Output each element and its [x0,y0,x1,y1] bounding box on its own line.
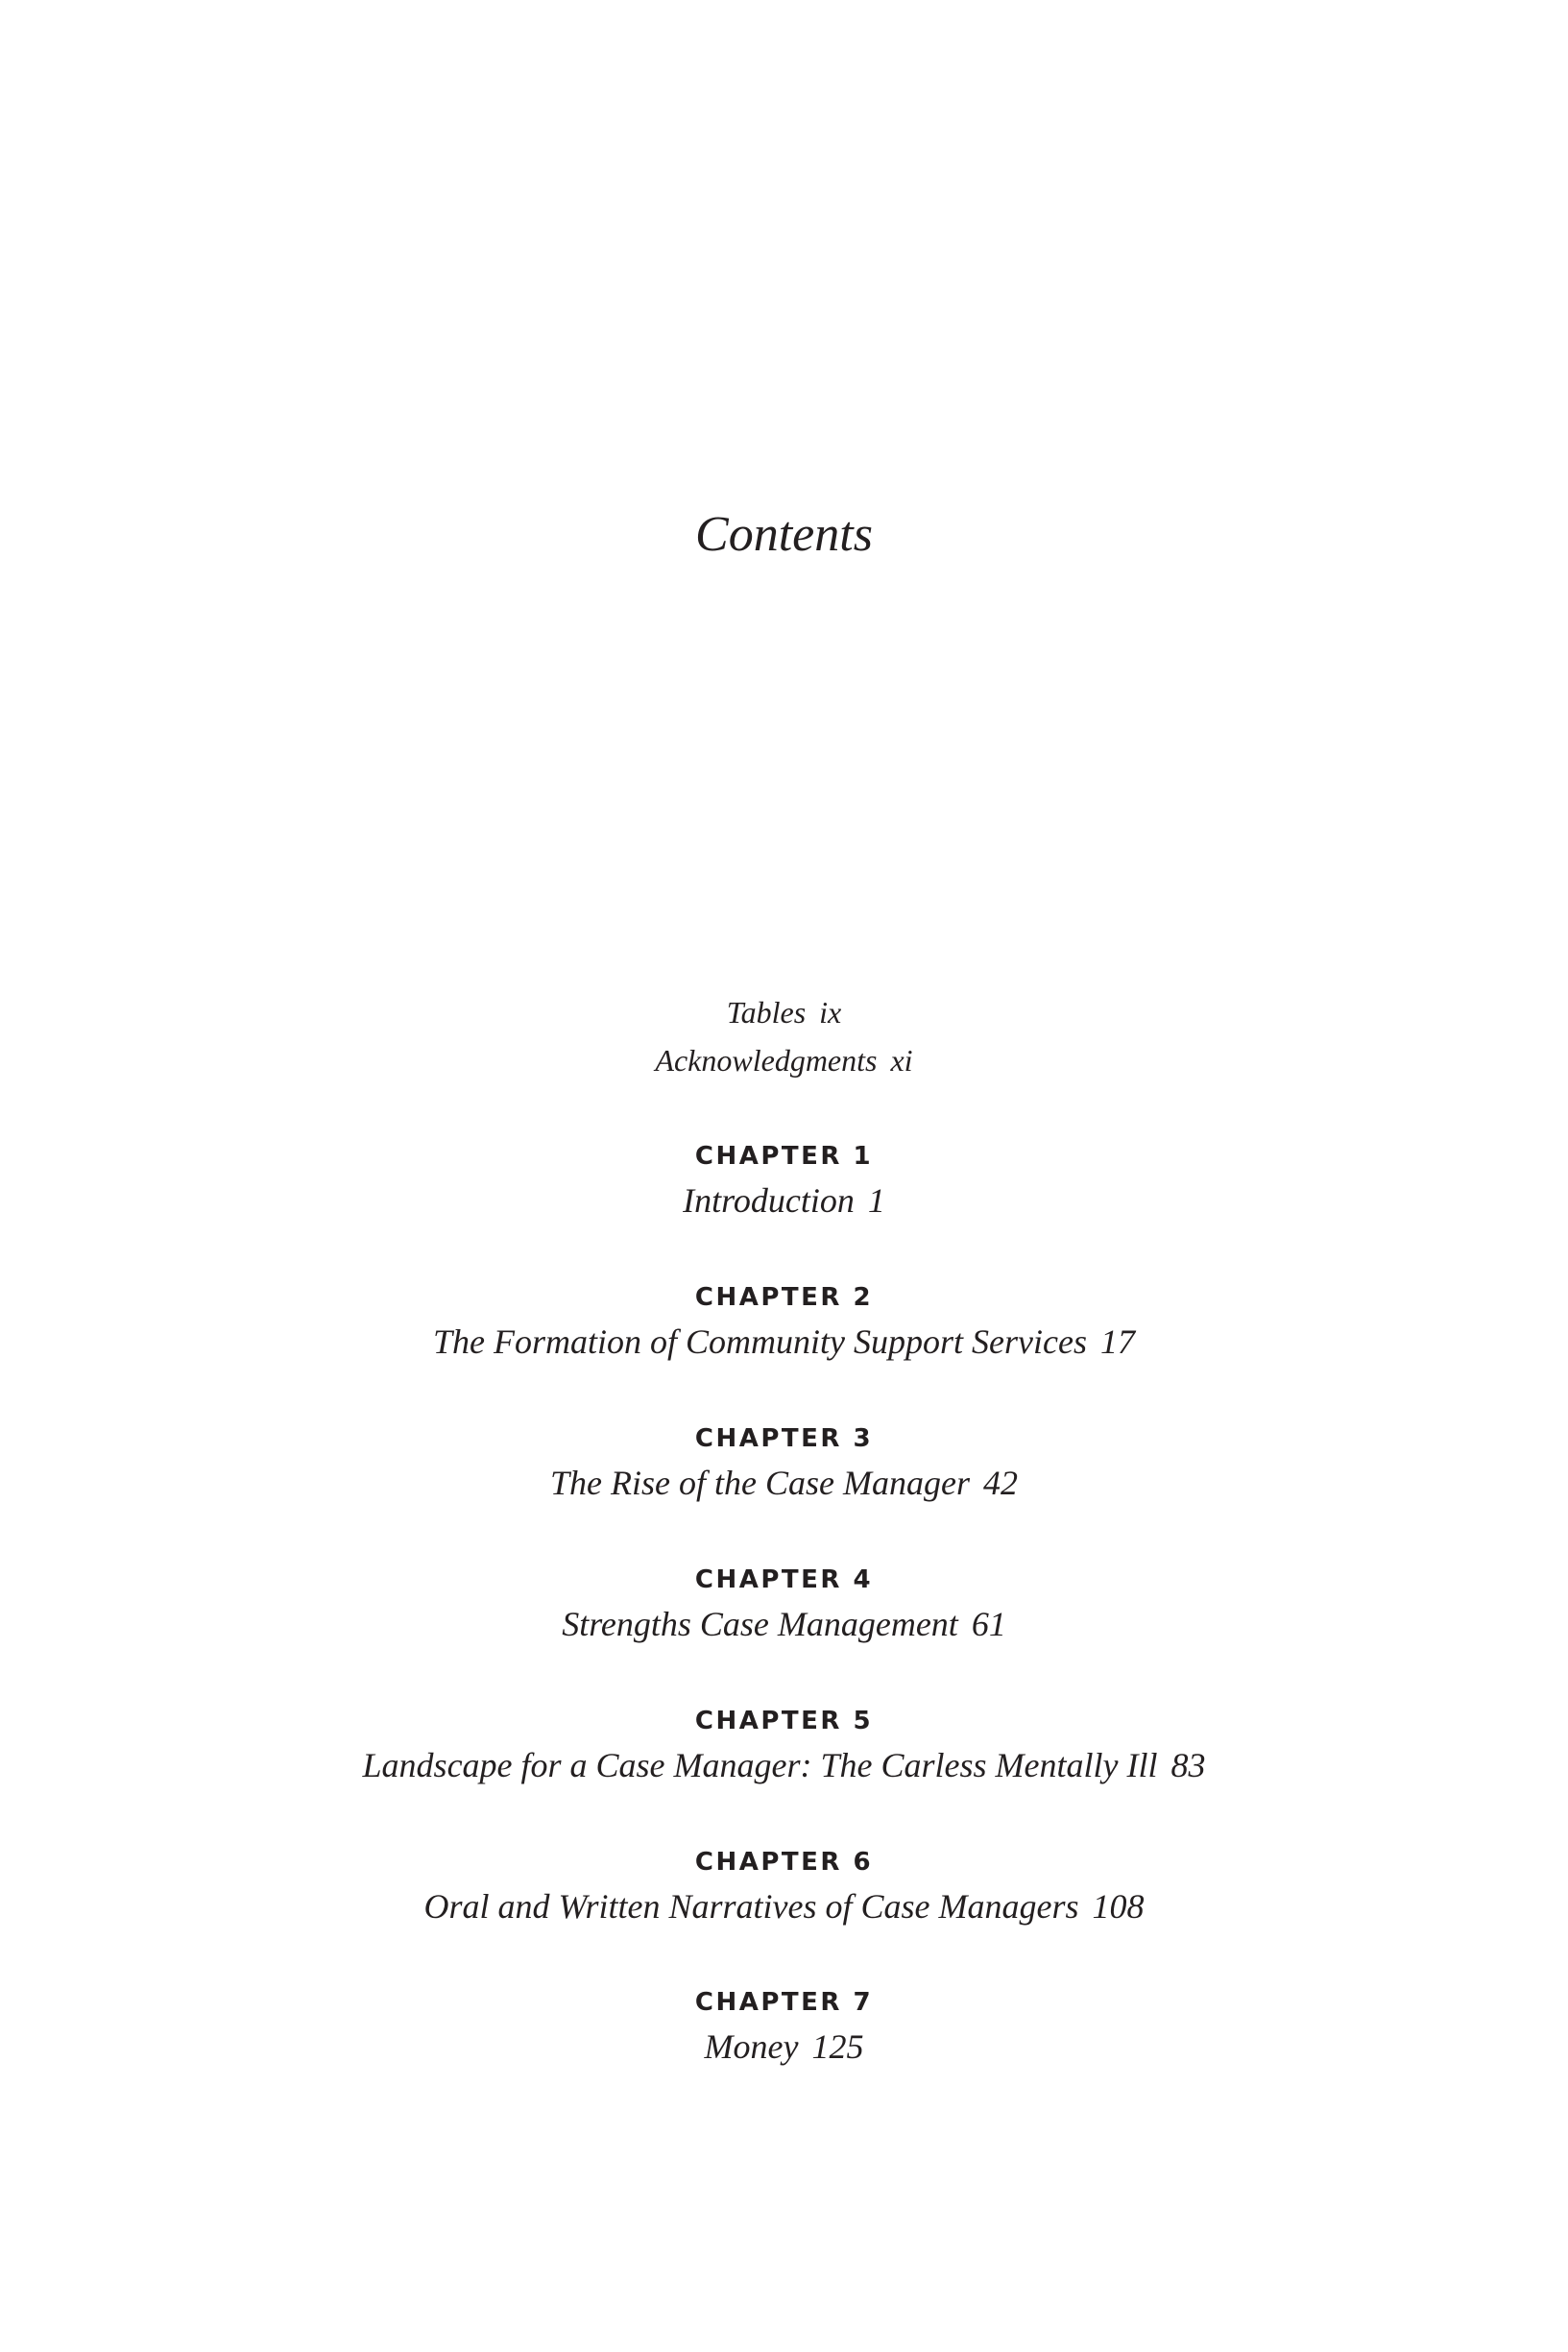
toc-entry-chapter-3[interactable] [0,1460,1568,1506]
toc-entry-page: 83 [1170,1746,1206,1784]
toc-entry-chapter-4[interactable] [0,1601,1568,1647]
toc-entry-chapter-1[interactable] [0,1177,1568,1224]
toc-entry-page: xi [890,1043,913,1078]
chapter-label: CHAPTER 4 [694,1565,874,1594]
toc-entry-title: The Formation of Community Support Services [433,1322,1087,1361]
toc-entry-chapter-5[interactable] [0,1742,1568,1788]
toc-entry-title: The Rise of the Case Manager [550,1464,970,1502]
toc-entry-page: 108 [1092,1887,1145,1926]
toc-entry-title: Tables [726,995,807,1030]
toc-entry-page: 17 [1099,1322,1135,1361]
toc-entry-title: Landscape for a Case Manager: The Carless Mentally Ill [362,1746,1158,1784]
toc-entry-page: 61 [971,1605,1006,1643]
toc-entry-chapter-6[interactable] [0,1883,1568,1929]
toc-entry-chapter-2[interactable] [0,1319,1568,1365]
toc-entry-page: ix [819,995,842,1030]
toc-entry-page: 125 [811,2027,864,2066]
toc-entry-page: 42 [982,1464,1018,1502]
chapter-label: CHAPTER 2 [694,1283,874,1312]
toc-entry-title: Acknowledgments [655,1043,878,1078]
toc-entry-page: 1 [867,1181,885,1220]
page-title: Contents [695,507,873,562]
toc-entry-tables[interactable] [0,989,1568,1035]
toc-entry-title: Oral and Written Narratives of Case Managers [423,1887,1079,1926]
toc-entry-title: Strengths Case Management [562,1605,958,1643]
toc-entry-acknowledgments[interactable] [0,1037,1568,1083]
chapter-label: CHAPTER 6 [694,1848,874,1877]
chapter-label: CHAPTER 5 [694,1707,874,1735]
chapter-label: CHAPTER 3 [694,1424,874,1453]
toc-entry-title: Introduction [683,1181,855,1220]
toc-entry-chapter-7[interactable] [0,2024,1568,2070]
toc-entry-title: Money [704,2027,799,2066]
chapter-label: CHAPTER 7 [694,1988,874,2017]
chapter-label: CHAPTER 1 [694,1142,874,1171]
